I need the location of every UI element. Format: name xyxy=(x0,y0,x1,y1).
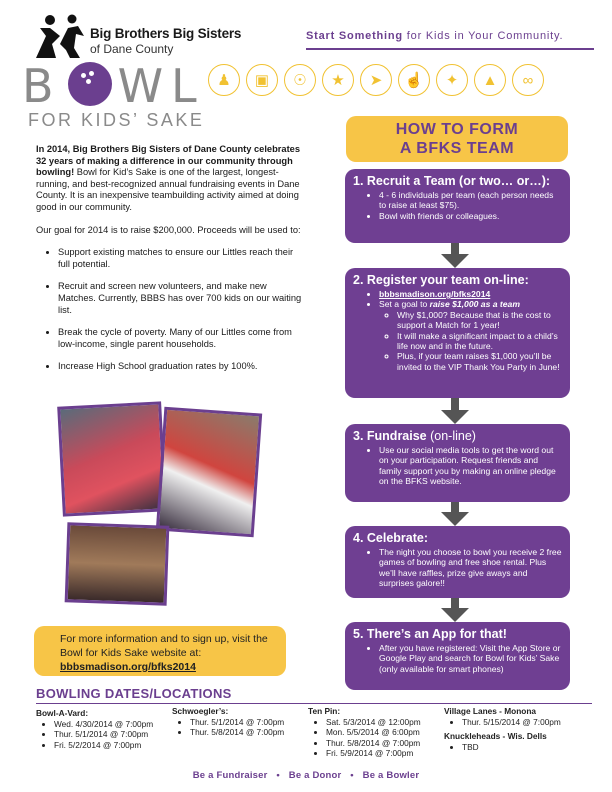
intro-bold: In 2014, Big Brothers Big Sisters of Dane County celebrates 32 years of making a difference in our community through bowling! xyxy=(36,144,301,178)
list-item: • Sat. 5/3/2014 @ 12:00pm xyxy=(326,717,444,728)
step-heading: 1. Recruit a Team (or two… or…): xyxy=(353,174,551,188)
venue-schwoeglers xyxy=(172,706,308,738)
how-to-title-line-2: A BFKS TEAM xyxy=(399,140,515,157)
step-register xyxy=(345,268,570,398)
goal-list xyxy=(36,247,306,373)
step-heading-main: 3. Fundraise xyxy=(353,429,427,443)
thumbs-up-icon: ☝ xyxy=(398,64,430,96)
info-text: For more information and to sign up, visit the Bowl for Kids Sake website at: xyxy=(60,633,268,659)
list-item: • Fri. 5/9/2014 @ 7:00pm xyxy=(326,748,444,759)
arrow-down-icon xyxy=(441,608,469,622)
list-item: • Support existing matches to ensure our Littles reach their full potential. xyxy=(58,247,306,270)
list-item xyxy=(379,289,562,299)
photo-bowling-lane xyxy=(65,522,170,606)
step-heading xyxy=(353,429,562,444)
sub-list xyxy=(379,310,562,372)
step-list xyxy=(353,445,562,487)
date-list xyxy=(172,717,308,738)
cap-icon: ▲ xyxy=(474,64,506,96)
venue-name: Schwoegler’s: xyxy=(172,706,229,716)
step-heading: 2. Register your team on-line: xyxy=(353,273,529,287)
photo-bowlers-2 xyxy=(156,407,262,538)
venue-village-lanes xyxy=(444,706,594,727)
intro-rest: Bowl for Kid’s Sake is one of the largest, longest-running, and best-recognized annual fundraising events in Dane County. It is an inexpensive teambuilding activity aimed at doing good in our community. xyxy=(36,167,300,212)
goal-prefix: Set a goal to xyxy=(379,299,430,310)
list-item: • Increase High School graduation rates by 100%. xyxy=(58,361,306,373)
list-item: • Thur. 5/1/2014 @ 7:00pm xyxy=(54,729,172,740)
footer-bowler: Be a Bowler xyxy=(362,770,420,781)
bowl-letters-wl: WL xyxy=(117,59,205,113)
tagline-bold: Start Something xyxy=(306,30,403,42)
step-fundraise xyxy=(345,424,570,502)
tagline-rest: for Kids in Your Community. xyxy=(402,30,564,42)
step-recruit xyxy=(345,169,570,243)
date-list xyxy=(36,719,172,751)
list-item: • TBD xyxy=(462,742,594,753)
list-item: • Recruit and screen new volunteers, and make new Matches. Currently, BBBS has over 700 kids on our waiting list. xyxy=(58,281,306,316)
arrow-down-icon xyxy=(441,512,469,526)
header-rule xyxy=(306,48,594,50)
step-heading: 5. There’s an App for that! xyxy=(353,627,507,641)
list-item: • Thur. 5/1/2014 @ 7:00pm xyxy=(190,717,308,728)
info-box xyxy=(34,626,286,676)
footer-separator: • xyxy=(276,770,280,781)
intro-text xyxy=(36,144,306,384)
list-item: • 4 - 6 individuals per team (each person needs to raise at least $75). xyxy=(379,190,562,211)
list-item: ◦ It will make a significant impact to a child’s life now and in the future. xyxy=(397,331,562,352)
book-icon: ▣ xyxy=(246,64,278,96)
bowl-wordmark xyxy=(22,58,205,114)
footer-donor: Be a Donor xyxy=(288,770,342,781)
graduate-icon: ☉ xyxy=(284,64,316,96)
icon-row xyxy=(208,64,544,96)
footer-separator: • xyxy=(350,770,354,781)
person-icon: ♟ xyxy=(208,64,240,96)
register-link[interactable]: bbbsmadison.org/bfks2014 xyxy=(379,289,491,299)
website-link[interactable]: bbbsmadison.org/bfks2014 xyxy=(60,661,196,673)
org-subname: of Dane County xyxy=(90,42,174,56)
step-celebrate xyxy=(345,526,570,598)
list-item: • Break the cycle of poverty. Many of our Littles come from low-income, single parent households. xyxy=(58,327,306,350)
list-item: • Thur. 5/15/2014 @ 7:00pm xyxy=(462,717,594,728)
arrow-down-icon xyxy=(441,254,469,268)
arrow-stem xyxy=(451,398,459,410)
list-item xyxy=(379,299,562,372)
venue-ten-pin xyxy=(308,706,444,759)
venue-name: Village Lanes - Monona xyxy=(444,706,537,716)
dates-rule xyxy=(36,703,592,704)
date-list xyxy=(444,742,594,753)
for-kids-sake: FOR KIDS’ SAKE xyxy=(28,110,205,130)
tagline xyxy=(306,30,563,42)
list-item: • Bowl with friends or colleagues. xyxy=(379,211,562,221)
intro-paragraph-2: Our goal for 2014 is to raise $200,000. Proceeds will be used to: xyxy=(36,224,301,235)
step-app xyxy=(345,622,570,690)
arrow-down-icon xyxy=(441,410,469,424)
list-item: • Wed. 4/30/2014 @ 7:00pm xyxy=(54,719,172,730)
arrow-stem xyxy=(451,243,459,254)
step-list xyxy=(353,190,562,221)
intro-paragraph-1 xyxy=(36,144,306,214)
how-to-title-line-1: HOW TO FORM xyxy=(395,121,519,138)
venue-name: Ten Pin: xyxy=(308,706,341,716)
award-icon: ★ xyxy=(322,64,354,96)
venue-bowl-a-vard xyxy=(36,708,172,750)
bowl-letter-b: B xyxy=(22,59,62,113)
dates-title: BOWLING DATES/LOCATIONS xyxy=(36,686,232,701)
list-item: • Thur. 5/8/2014 @ 7:00pm xyxy=(326,738,444,749)
date-list xyxy=(444,717,594,728)
footer xyxy=(0,770,612,781)
arrow-stem xyxy=(451,502,459,512)
org-name: Big Brothers Big Sisters xyxy=(90,26,242,41)
footer-fundraiser: Be a Fundraiser xyxy=(192,770,268,781)
runner-icon: ➤ xyxy=(360,64,392,96)
step-list xyxy=(353,289,562,372)
step-heading-note: (on-line) xyxy=(426,429,476,443)
venue-name: Bowl-A-Vard: xyxy=(36,708,89,718)
bbbs-logo-icon xyxy=(30,14,86,60)
venue-name: Knuckleheads - Wis. Dells xyxy=(444,731,547,741)
photo-bowlers-1 xyxy=(57,401,167,516)
arrow-stem xyxy=(451,598,459,608)
list-item: • Fri. 5/2/2014 @ 7:00pm xyxy=(54,740,172,751)
list-item: ◦ Why $1,000? Because that is the cost to support a Match for 1 year! xyxy=(397,310,562,331)
list-item: • Mon. 5/5/2014 @ 6:00pm xyxy=(326,727,444,738)
list-item: • Thur. 5/8/2014 @ 7:00pm xyxy=(190,727,308,738)
bowling-ball-icon xyxy=(68,62,112,106)
venue-knuckleheads xyxy=(444,731,594,752)
list-item: • After you have registered: Visit the App Store or Google Play and search for Bowl for Kids’ Sake (only available for smart phones) xyxy=(379,643,562,674)
goal-emphasis: raise $1,000 as a team xyxy=(429,299,520,310)
date-list xyxy=(308,717,444,759)
jumping-icon: ✦ xyxy=(436,64,468,96)
step-list xyxy=(353,547,562,589)
list-item: • Use our social media tools to get the word out on your participation. Request friends and family support you by making an online pledge on the BFKS website. xyxy=(379,445,562,487)
step-list xyxy=(353,643,562,674)
step-heading: 4. Celebrate: xyxy=(353,531,429,545)
list-item: • The night you choose to bowl you receive 2 free games of bowling and free shoe rental. Plus we’ll have raffles, prize give aways and surprises galore!! xyxy=(379,547,562,589)
list-item: ◦ Plus, if your team raises $1,000 you’ll be invited to the VIP Thank You Party in June! xyxy=(397,351,562,372)
ribbon-icon: ∞ xyxy=(512,64,544,96)
how-to-title xyxy=(346,116,568,162)
